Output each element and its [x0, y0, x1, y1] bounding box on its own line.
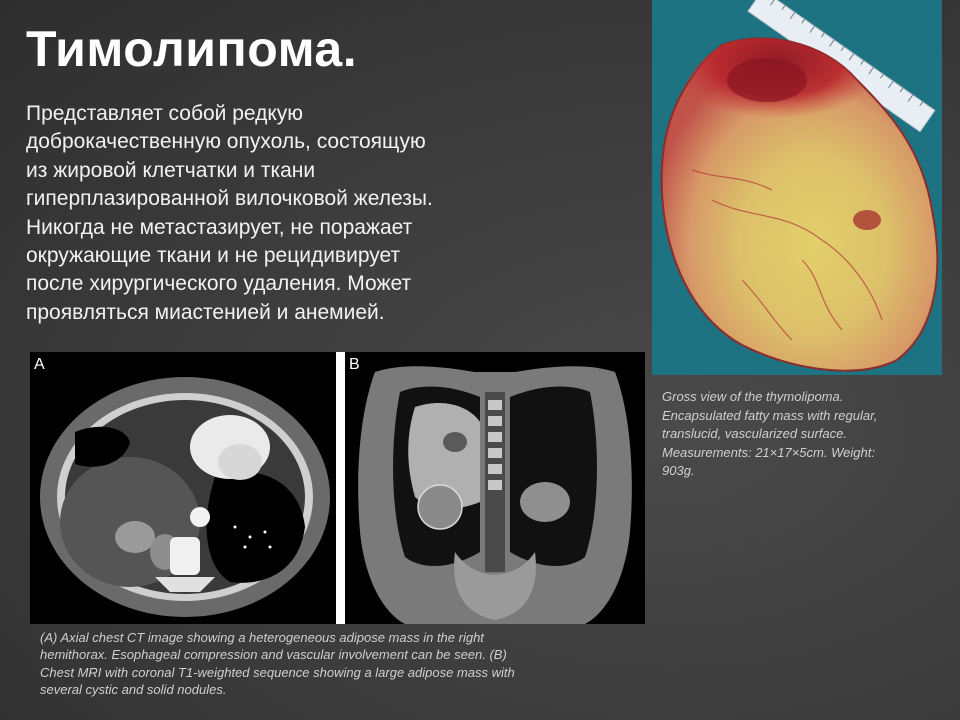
- photo-caption: [662, 388, 942, 481]
- scan-divider: [336, 352, 345, 624]
- photo-caption-line: Measurements: 21×17×5cm. Weight:: [662, 444, 875, 460]
- scan-label-b: B: [349, 356, 360, 373]
- scan-caption-line: several cystic and solid nodules.: [40, 682, 227, 698]
- scan-label-a: A: [34, 356, 45, 373]
- description-line: проявляться миастенией и анемией.: [26, 300, 385, 324]
- description-line: из жировой клетчатки и ткани: [26, 158, 316, 182]
- photo-caption-line: Encapsulated fatty mass with regular,: [662, 407, 878, 423]
- description-line: после хирургического удаления. Может: [26, 272, 412, 296]
- slide-title: Тимолипома.: [26, 21, 358, 77]
- description-line: окружающие ткани и не рецидивирует: [26, 244, 401, 268]
- photo-caption-line: translucid, vascularized surface.: [662, 426, 847, 442]
- gross-specimen-photo: [652, 0, 942, 375]
- description-line: гиперплазированной вилочковой железы.: [26, 187, 433, 211]
- description-line: доброкачественную опухоль, состоящую: [26, 130, 426, 154]
- scan-caption-line: hemithorax. Esophageal compression and vascular involvement can be seen. (B): [40, 647, 507, 663]
- mri-scan-image: [345, 352, 645, 624]
- photo-caption-line: 903g.: [662, 463, 695, 479]
- mri-scan-illustration: [345, 352, 645, 624]
- specimen-illustration: [652, 0, 942, 375]
- ct-scan-image: [30, 352, 336, 624]
- description-text: [26, 100, 526, 327]
- scan-caption-line: Chest MRI with coronal T1-weighted sequence showing a large adipose mass with: [40, 664, 515, 680]
- ct-scan-illustration: [30, 352, 336, 624]
- scan-caption: [40, 629, 640, 699]
- description-line: Представляет собой редкую: [26, 102, 304, 125]
- scan-caption-line: (A) Axial chest CT image showing a heterogeneous adipose mass in the right: [40, 630, 484, 645]
- description-line: Никогда не метастазирует, не поражает: [26, 215, 413, 239]
- photo-caption-line: Gross view of the thymolipoma.: [662, 389, 844, 404]
